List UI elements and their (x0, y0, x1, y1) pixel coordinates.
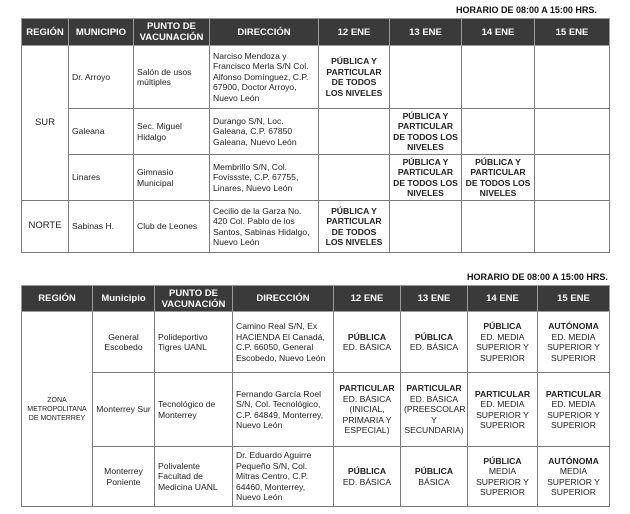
day-type: AUTÓNOMA (548, 321, 599, 331)
table-row (22, 155, 610, 201)
punto-cell: Salón de usos múltiples (134, 46, 210, 109)
day-cell (535, 46, 610, 109)
day-type: PÚBLICA (347, 466, 387, 476)
table-row (22, 312, 610, 373)
day-cell (468, 312, 538, 373)
direccion-cell: Camino Real S/N, Ex HACIENDA El Canadá, C.P. 66050, General Escobedo, Nuevo León (233, 312, 334, 373)
header-direccion: DIRECCIÓN (210, 19, 319, 46)
day-cell (401, 312, 468, 373)
day-level: ED. BÁSICA (INICIAL, PRIMARIA Y ESPECIAL) (342, 393, 392, 436)
day-cell (538, 447, 610, 507)
day-type: PÚBLICA (347, 331, 387, 342)
municipio-cell: Galeana (69, 109, 134, 155)
schedule-table-2 (21, 285, 610, 507)
day-cell: PÚBLICA Y PARTICULAR DE TODOS LOS NIVELES (319, 201, 390, 253)
header-12-ene: 12 ENE (319, 19, 390, 46)
day-level: ED. MEDIA SUPERIOR Y SUPERIOR (547, 331, 600, 363)
day-level: MEDIA SUPERIOR Y SUPERIOR (476, 466, 529, 497)
table-row (22, 373, 610, 447)
direccion-cell: Durango S/N, Loc. Galeana, C.P. 67850 Galeana, Nuevo León (210, 109, 319, 155)
header-row (22, 19, 610, 46)
day-type: PARTICULAR (474, 388, 531, 399)
day-cell (390, 201, 462, 253)
municipio-cell: Dr. Arroyo (69, 46, 134, 109)
table-row (22, 201, 610, 253)
header-direccion: DIRECCIÓN (233, 286, 334, 312)
day-cell (468, 447, 538, 507)
day-level: ED. BÁSICA (342, 476, 392, 487)
municipio-cell: Sabinas H. (69, 201, 134, 253)
punto-cell: Sec. Miguel Hidalgo (134, 109, 210, 155)
day-cell: PÚBLICA Y PARTICULAR DE TODOS LOS NIVELES (390, 109, 462, 155)
horario-label-1: HORARIO DE 08:00 A 15:00 HRS. (456, 5, 597, 15)
day-type: PARTICULAR (545, 388, 602, 399)
day-cell (462, 46, 535, 109)
municipio-cell: Linares (69, 155, 134, 201)
day-cell: PÚBLICA Y PARTICULAR DE TODOS LOS NIVELES (390, 155, 462, 201)
header-row (22, 286, 610, 312)
header-punto: PUNTO DE VACUNACIÓN (134, 19, 210, 46)
punto-cell: Polivalente Facultad de Medicina UANL (155, 447, 233, 507)
header-14-ene: 14 ENE (462, 19, 535, 46)
header-region: REGIÓN (22, 19, 69, 46)
header-15-ene: 15 ENE (538, 286, 610, 312)
direccion-cell: Narciso Mendoza y Francisco Merla S/N Col. Alfonso Domínguez, C.P. 67900, Doctor Arroyo, Nuevo León (210, 46, 319, 109)
day-cell (401, 373, 468, 447)
day-type: PÚBLICA (483, 321, 522, 331)
day-cell (538, 373, 610, 447)
day-cell (535, 109, 610, 155)
day-cell (401, 447, 468, 507)
region-cell: SUR (22, 46, 69, 201)
punto-cell: Club de Leones (134, 201, 210, 253)
day-level: ED. BÁSICA (409, 342, 459, 352)
day-level: ED. MEDIA SUPERIOR Y SUPERIOR (476, 331, 529, 363)
header-municipio: Municipio (93, 286, 155, 312)
day-level: ED. BÁSICA (PREESCOLAR Y SECUNDARIA) (404, 393, 466, 436)
day-level: BÁSICA (418, 476, 450, 487)
day-cell (334, 447, 401, 507)
punto-cell: Polideportivo Tigres UANL (155, 312, 233, 373)
horario-label-2: HORARIO DE 08:00 A 15:00 HRS. (467, 272, 608, 282)
day-cell (468, 373, 538, 447)
day-type: PARTICULAR (406, 383, 462, 394)
direccion-cell: Fernando García Roel S/N, Col. Tecnológico, C.P. 64849, Monterrey, Nuevo León (233, 373, 334, 447)
day-cell (535, 201, 610, 253)
table-row (22, 109, 610, 155)
day-cell (462, 109, 535, 155)
table-row (22, 447, 610, 507)
day-type: PÚBLICA (414, 331, 454, 342)
header-municipio: MUNICIPIO (69, 19, 134, 46)
day-cell (462, 201, 535, 253)
table-row (22, 46, 610, 109)
day-cell (319, 155, 390, 201)
direccion-cell: Membrillo S/N, Col. Fovissste, C.P. 67755, Linares, Nuevo León (210, 155, 319, 201)
header-13-ene: 13 ENE (401, 286, 468, 312)
day-level: ED. MEDIA SUPERIOR Y SUPERIOR (476, 399, 529, 430)
municipio-cell: Monterrey Sur (93, 373, 155, 447)
header-12-ene: 12 ENE (334, 286, 401, 312)
day-cell: PÚBLICA Y PARTICULAR DE TODOS LOS NIVELES (462, 155, 535, 201)
day-level: MEDIA SUPERIOR Y SUPERIOR (547, 466, 600, 497)
header-15-ene: 15 ENE (535, 19, 610, 46)
day-cell: PÚBLICA Y PARTICULAR DE TODOS LOS NIVELES (319, 46, 390, 109)
region-cell: NORTE (22, 201, 69, 253)
region-cell: ZONA METROPOLITANA DE MONTERREY (22, 312, 93, 507)
day-cell (319, 109, 390, 155)
day-cell (334, 373, 401, 447)
day-type: PÚBLICA (483, 455, 522, 466)
direccion-cell: Cecilio de la Garza No. 420 Col. Pablo de los Santos, Sabinas Hidalgo, Nuevo León (210, 201, 319, 253)
header-14-ene: 14 ENE (468, 286, 538, 312)
day-cell (334, 312, 401, 373)
day-cell (535, 155, 610, 201)
punto-cell: Tecnológico de Monterrey (155, 373, 233, 447)
day-cell (538, 312, 610, 373)
schedule-table-1 (21, 18, 610, 253)
municipio-cell: Monterrey Poniente (93, 447, 155, 507)
header-punto: PUNTO DE VACUNACIÓN (155, 286, 233, 312)
day-level: ED. BÁSICA (342, 342, 392, 352)
day-type: AUTÓNOMA (548, 455, 599, 466)
direccion-cell: Dr. Eduardo Aguirre Pequeño S/N, Col. Mitras Centro, C.P. 64460, Monterrey, Nuevo León (233, 447, 334, 507)
header-13-ene: 13 ENE (390, 19, 462, 46)
day-type: PÚBLICA (414, 466, 454, 476)
day-type: PARTICULAR (339, 383, 395, 394)
day-level: ED. MEDIA SUPERIOR Y SUPERIOR (547, 399, 600, 430)
municipio-cell: General Escobedo (93, 312, 155, 373)
header-region: REGIÓN (22, 286, 93, 312)
punto-cell: Gimnasio Municipal (134, 155, 210, 201)
day-cell (390, 46, 462, 109)
